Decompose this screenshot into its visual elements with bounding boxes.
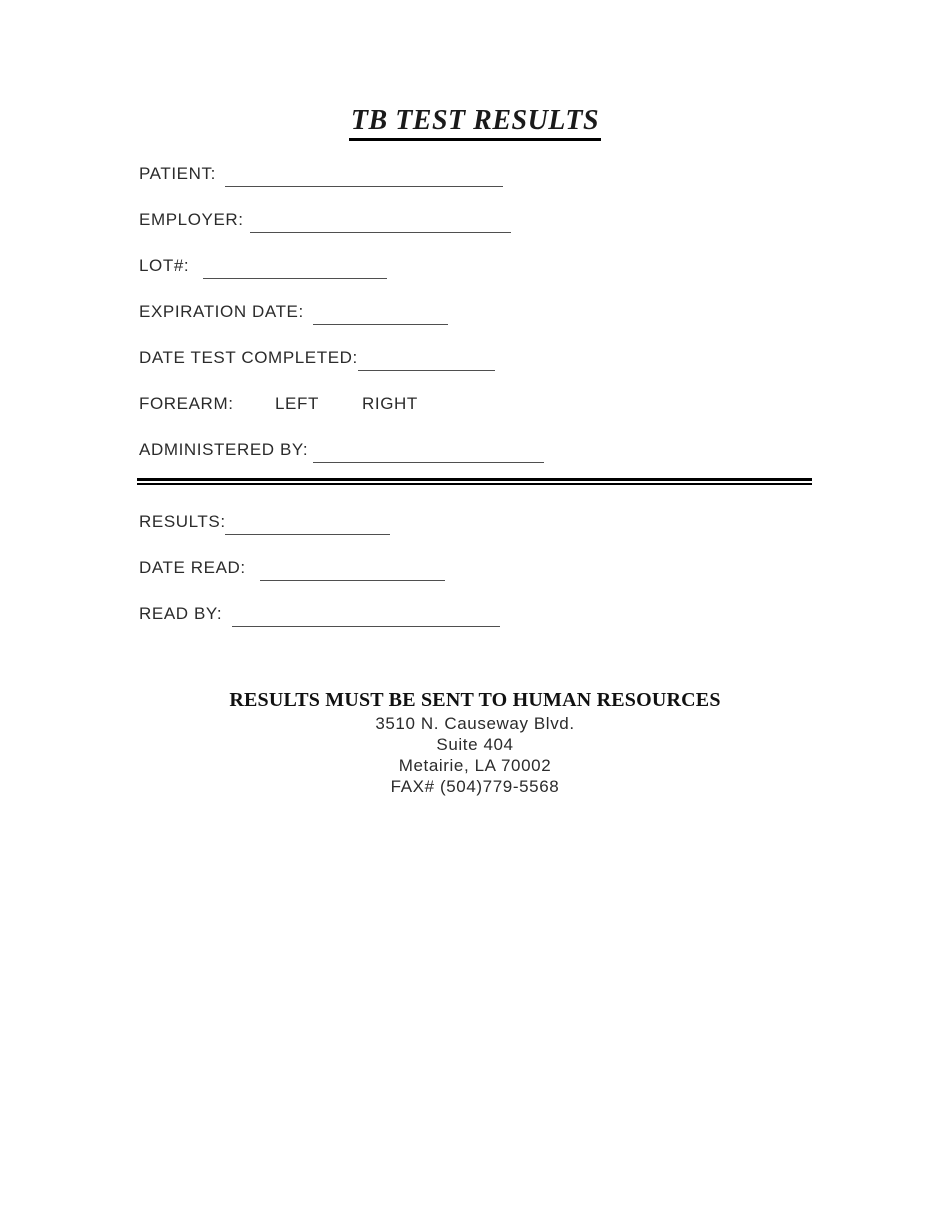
- address-street: 3510 N. Causeway Blvd.: [375, 714, 575, 733]
- date-test-completed-blank-line[interactable]: [358, 370, 495, 371]
- field-row-date-read: [139, 559, 839, 577]
- footer-heading: RESULTS MUST BE SENT TO HUMAN RESOURCES: [229, 689, 721, 711]
- employer-blank-line[interactable]: [250, 232, 511, 233]
- read-by-blank-line[interactable]: [232, 626, 500, 627]
- address-fax: FAX# (504)779-5568: [390, 777, 560, 796]
- employer-label: EMPLOYER:: [139, 210, 244, 229]
- date-read-label: DATE READ:: [139, 558, 246, 577]
- date-read-blank-line[interactable]: [260, 580, 445, 581]
- date-test-completed-label: DATE TEST COMPLETED:: [139, 348, 358, 367]
- results-section: [139, 513, 839, 651]
- lot-number-label: LOT#:: [139, 256, 190, 275]
- administration-section: [139, 165, 839, 487]
- results-blank-line[interactable]: [225, 534, 390, 535]
- patient-blank-line[interactable]: [225, 186, 503, 187]
- page-title: TB TEST RESULTS: [349, 106, 601, 141]
- field-row-read-by: [139, 605, 839, 623]
- field-row-administered-by: [139, 441, 839, 459]
- lot-number-blank-line[interactable]: [203, 278, 387, 279]
- title-container: [0, 106, 950, 141]
- results-label: RESULTS:: [139, 512, 226, 531]
- field-row-expiration-date: [139, 303, 839, 321]
- field-row-results: [139, 513, 839, 531]
- footer-address-block: [0, 687, 950, 797]
- field-row-date-test-completed: [139, 349, 839, 367]
- field-row-employer: [139, 211, 839, 229]
- field-row-forearm: [139, 395, 839, 413]
- read-by-label: READ BY:: [139, 604, 223, 623]
- patient-label: PATIENT:: [139, 164, 216, 183]
- administered-by-blank-line[interactable]: [313, 462, 544, 463]
- forearm-option-left[interactable]: LEFT: [275, 394, 319, 413]
- address-city-state-zip: Metairie, LA 70002: [398, 756, 552, 775]
- address-suite: Suite 404: [436, 735, 514, 754]
- field-row-lot-number: [139, 257, 839, 275]
- section-divider-double-rule: [137, 478, 812, 485]
- field-row-patient: [139, 165, 839, 183]
- expiration-date-label: EXPIRATION DATE:: [139, 302, 304, 321]
- forearm-option-right[interactable]: RIGHT: [362, 394, 418, 413]
- forearm-label: FOREARM:: [139, 394, 234, 413]
- administered-by-label: ADMINISTERED BY:: [139, 440, 309, 459]
- expiration-date-blank-line[interactable]: [313, 324, 448, 325]
